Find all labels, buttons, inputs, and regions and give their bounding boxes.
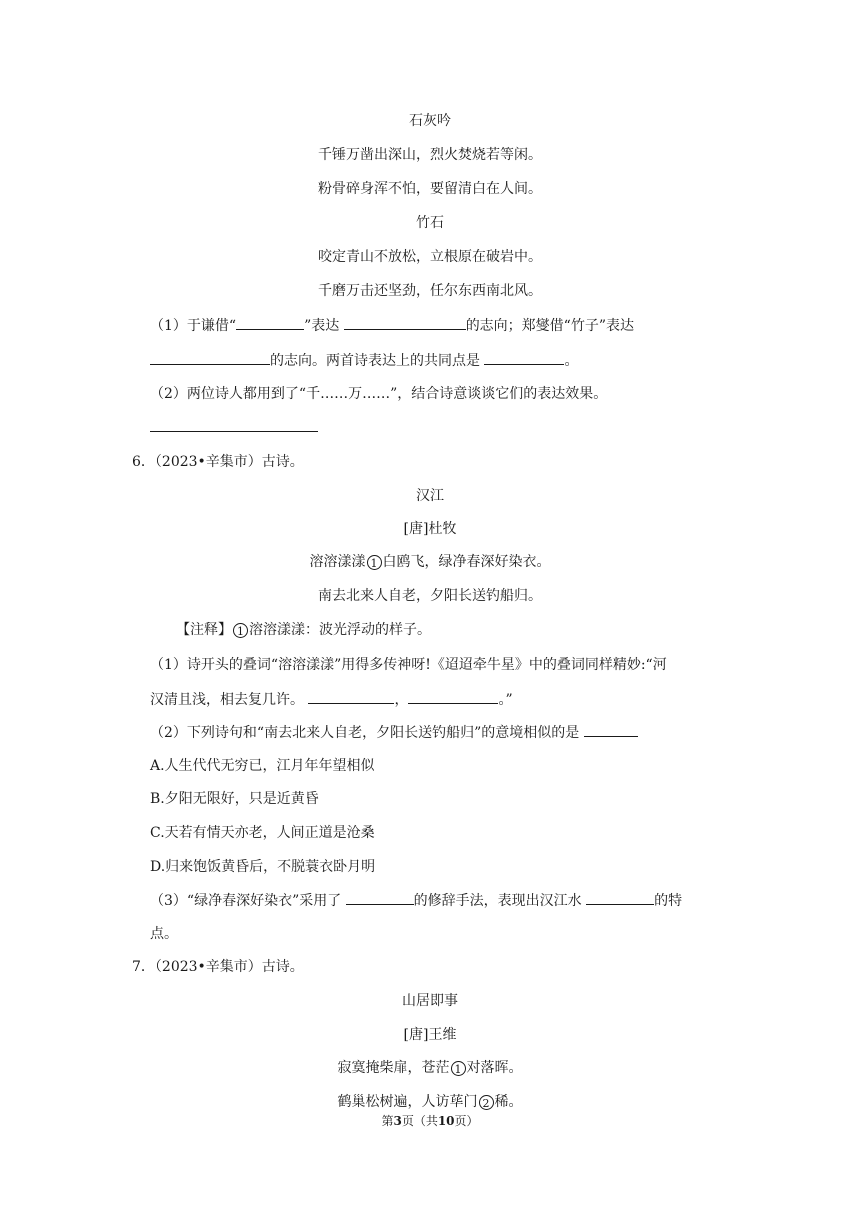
option-d[interactable]: D.归来饱饭黄昏后，不脱蓑衣卧月明 bbox=[150, 859, 376, 875]
circled-number-1: 1 bbox=[367, 555, 382, 570]
poem-line: 粉骨碎身浑不怕，要留清白在人间。 bbox=[318, 181, 542, 197]
answer-blank[interactable] bbox=[308, 689, 394, 704]
poem-title-zhushi: 竹石 bbox=[416, 215, 444, 231]
total-pages: 10 bbox=[437, 1114, 455, 1128]
option-b[interactable]: B.夕阳无限好，只是近黄昏 bbox=[150, 791, 319, 807]
question-part-3-cont: 点。 bbox=[150, 926, 178, 942]
answer-blank[interactable] bbox=[236, 315, 304, 330]
answer-blank[interactable] bbox=[150, 350, 270, 365]
question-part-1-cont: 汉清且浅，相去复几许。 ， 。” bbox=[150, 689, 513, 710]
question-part-1: （1）诗开头的叠词“溶溶漾漾”用得多传神呀!《迢迢牵牛星》中的叠词同样精妙:“河 bbox=[150, 657, 667, 673]
page-number: 3 bbox=[393, 1114, 402, 1128]
question-header-6: 6．（2023•辛集市）古诗。 bbox=[132, 454, 304, 470]
question-header-7: 7．（2023•辛集市）古诗。 bbox=[132, 959, 304, 975]
answer-blank[interactable] bbox=[586, 890, 654, 905]
poem-line: 寂寞掩柴扉，苍茫 1 对落晖。 bbox=[337, 1060, 523, 1076]
question-part-2: （2）下列诗句和“南去北来人自老，夕阳长送钓船归”的意境相似的是 bbox=[150, 722, 638, 743]
poem-line: 溶溶漾漾 1 白鸥飞，绿净春深好染衣。 bbox=[309, 554, 551, 570]
poem-line: 咬定青山不放松，立根原在破岩中。 bbox=[318, 249, 542, 265]
answer-blank[interactable] bbox=[344, 315, 466, 330]
answer-blank[interactable] bbox=[346, 890, 414, 905]
annotation: 【注释】 1 溶溶漾漾：波光浮动的样子。 bbox=[176, 622, 431, 638]
poem-line: 鹤巢松树遍，人访荜门 2 稀。 bbox=[337, 1094, 523, 1110]
poem-author: [唐]杜牧 bbox=[403, 521, 457, 537]
option-c[interactable]: C.天若有情天亦老，人间正道是沧桑 bbox=[150, 825, 375, 841]
poem-line: 千锤万凿出深山，烈火焚烧若等闲。 bbox=[318, 147, 542, 163]
poem-line: 千磨万击还坚劲，任尔东西南北风。 bbox=[318, 283, 542, 299]
question-part-1-cont: 的志向。两首诗表达上的共同点是 。 bbox=[150, 350, 578, 371]
poem-title-hanjiang: 汉江 bbox=[416, 488, 444, 504]
question-part-1: （1）于谦借“ ”表达 的志向；郑燮借“竹子”表达 bbox=[150, 315, 634, 336]
question-part-3: （3）“绿净春深好染衣”采用了 的修辞手法，表现出汉江水 的特 bbox=[150, 890, 682, 911]
answer-blank[interactable] bbox=[584, 722, 638, 737]
question-part-2: （2）两位诗人都用到了“千……万……”，结合诗意谈谈它们的表达效果。 bbox=[150, 386, 608, 402]
circled-number-1: 1 bbox=[233, 623, 248, 638]
page-footer: 第3页（共10页） bbox=[381, 1114, 479, 1128]
poem-line: 南去北来人自老，夕阳长送钓船归。 bbox=[318, 588, 542, 604]
circled-number-1: 1 bbox=[451, 1061, 466, 1076]
poem-title-shihuiyin: 石灰吟 bbox=[409, 113, 451, 129]
answer-line[interactable] bbox=[150, 431, 318, 432]
circled-number-2: 2 bbox=[479, 1095, 494, 1110]
answer-blank[interactable] bbox=[408, 689, 498, 704]
poem-title-shanjujishi: 山居即事 bbox=[402, 993, 458, 1009]
option-a[interactable]: A.人生代代无穷已，江月年年望相似 bbox=[150, 758, 375, 774]
poem-author: [唐]王维 bbox=[403, 1027, 457, 1043]
answer-blank[interactable] bbox=[484, 350, 564, 365]
